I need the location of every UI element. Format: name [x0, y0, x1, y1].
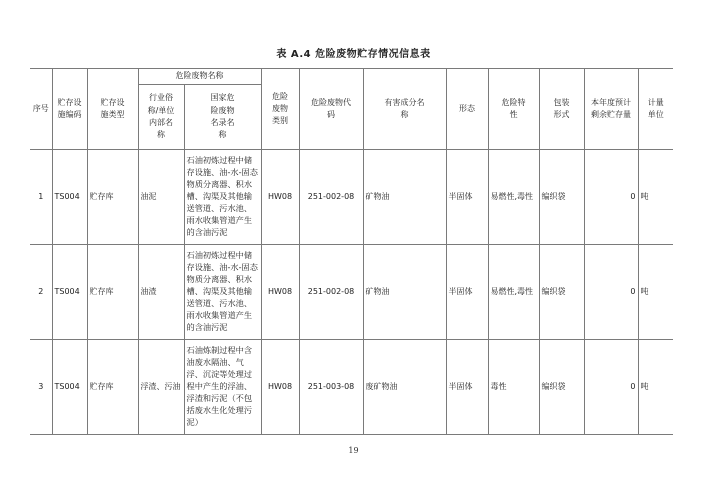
table-row: [30, 150, 673, 245]
cell-industry-name: 浮渣、污油: [138, 340, 184, 435]
header-hazard: 危险特性: [488, 69, 539, 150]
cell-seq: 3: [30, 340, 52, 435]
cell-remaining: 0: [584, 340, 638, 435]
page-number: 19: [348, 446, 359, 455]
header-seq: 序号: [30, 69, 52, 150]
header-category: 危险废物类别: [261, 69, 299, 150]
header-unit: 计量单位: [638, 69, 673, 150]
cell-form: 半固体: [446, 340, 488, 435]
cell-packaging: 编织袋: [539, 150, 584, 245]
cell-facility-type: 贮存库: [87, 245, 138, 340]
cell-unit: 吨: [638, 340, 673, 435]
cell-code: 251-002-08: [299, 245, 363, 340]
header-remaining: 本年度预计剩余贮存量: [584, 69, 638, 150]
cell-hazard: 毒性: [488, 340, 539, 435]
cell-seq: 1: [30, 150, 52, 245]
cell-form: 半固体: [446, 245, 488, 340]
cell-seq: 2: [30, 245, 52, 340]
header-waste-name-group: 危险废物名称: [138, 69, 261, 85]
header-facility-code: 贮存设施编码: [52, 69, 87, 150]
cell-remaining: 0: [584, 150, 638, 245]
cell-industry-name: 油泥: [138, 150, 184, 245]
cell-hazard: 易燃性,毒性: [488, 150, 539, 245]
header-national-name: 国家危险废物名录名称: [184, 85, 261, 150]
cell-national-name: 石油初炼过程中储存设施、油-水-固态物质分离器、积水槽、沟渠及其他输送管道、污水池、雨水收集管道产生的含油污泥: [184, 150, 261, 245]
cell-facility-type: 贮存库: [87, 340, 138, 435]
cell-industry-name: 油渣: [138, 245, 184, 340]
cell-category: HW08: [261, 150, 299, 245]
cell-hazard: 易燃性,毒性: [488, 245, 539, 340]
cell-harmful-component: 矿物油: [363, 245, 446, 340]
table-row: [30, 340, 673, 435]
cell-unit: 吨: [638, 245, 673, 340]
cell-national-name: 石油炼制过程中含油废水隔油、气浮、沉淀等处理过程中产生的浮油、浮渣和污泥（不包括废水生化处理污泥）: [184, 340, 261, 435]
header-harmful-component: 有害成分名称: [363, 69, 446, 150]
header-form: 形态: [446, 69, 488, 150]
cell-remaining: 0: [584, 245, 638, 340]
cell-harmful-component: 废矿物油: [363, 340, 446, 435]
header-code: 危险废物代码: [299, 69, 363, 150]
cell-code: 251-002-08: [299, 150, 363, 245]
cell-national-name: 石油初炼过程中储存设施、油-水-固态物质分离器、积水槽、沟渠及其他输送管道、污水池、雨水收集管道产生的含油污泥: [184, 245, 261, 340]
cell-unit: 吨: [638, 150, 673, 245]
header-facility-type: 贮存设施类型: [87, 69, 138, 150]
cell-packaging: 编织袋: [539, 245, 584, 340]
cell-facility-code: TS004: [52, 245, 87, 340]
cell-facility-code: TS004: [52, 150, 87, 245]
cell-code: 251-003-08: [299, 340, 363, 435]
cell-harmful-component: 矿物油: [363, 150, 446, 245]
table-row: [30, 245, 673, 340]
cell-facility-code: TS004: [52, 340, 87, 435]
header-packaging: 包装形式: [539, 69, 584, 150]
cell-facility-type: 贮存库: [87, 150, 138, 245]
cell-packaging: 编织袋: [539, 340, 584, 435]
cell-category: HW08: [261, 245, 299, 340]
hazardous-waste-storage-table: [30, 68, 673, 435]
cell-form: 半固体: [446, 150, 488, 245]
cell-category: HW08: [261, 340, 299, 435]
table-title: 表 A.4 危险废物贮存情况信息表: [276, 49, 431, 60]
header-industry-name: 行业俗称/单位内部名称: [138, 85, 184, 150]
